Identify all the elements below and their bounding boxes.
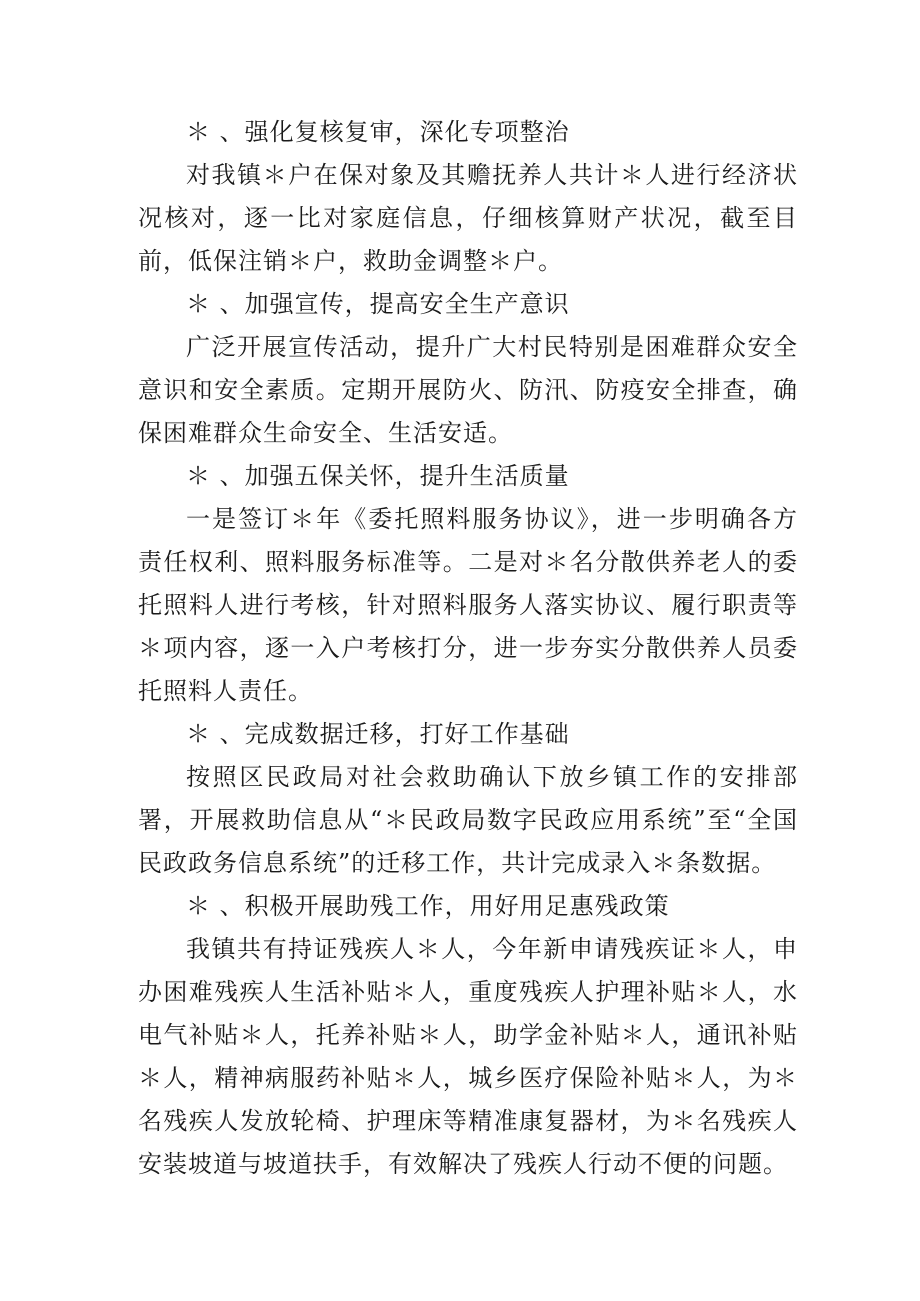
section-paragraph-3: 一是签订＊年《委托照料服务协议》，进一步明确各方责任权利、照料服务标准等。二是对＊名分散供养老人的委托照料人进行考核，针对照料服务人落实协议、履行职责等＊项内容，逐一入户考核打分，进一步夯实分散供养人员委托照料人责任。 bbox=[138, 505, 798, 705]
section-paragraph-5: 我镇共有持证残疾人＊人，今年新申请残疾证＊人，申办困难残疾人生活补贴＊人，重度残疾人护理补贴＊人，水电气补贴＊人，托养补贴＊人，助学金补贴＊人，通讯补贴＊人，精神病服药补贴＊人，城乡医疗保险补贴＊人，为＊名残疾人发放轮椅、护理床等精准康复器材，为＊名残疾人安装坡道与坡道扶手，有效解决了残疾人行动不便的问题。 bbox=[138, 935, 798, 1178]
section-heading-4: ＊ 、完成数据迁移，打好工作基础 bbox=[186, 720, 570, 748]
section-heading-2: ＊ 、加强宣传，提高安全生产意识 bbox=[186, 290, 570, 318]
section-paragraph-4: 按照区民政局对社会救助确认下放乡镇工作的安排部署，开展救助信息从“＊民政局数字民政应用系统”至“全国民政政务信息系统”的迁移工作，共计完成录入＊条数据。 bbox=[138, 763, 798, 877]
section-paragraph-1: 对我镇＊户在保对象及其赡抚养人共计＊人进行经济状况核对，逐一比对家庭信息，仔细核算财产状况，截至目前，低保注销＊户，救助金调整＊户。 bbox=[138, 161, 798, 275]
section-heading-5: ＊ 、积极开展助残工作，用好用足惠残政策 bbox=[186, 892, 670, 920]
section-heading-3: ＊ 、加强五保关怀，提升生活质量 bbox=[186, 462, 570, 490]
section-paragraph-2: 广泛开展宣传活动，提升广大村民特别是困难群众安全意识和安全素质。定期开展防火、防汛、防疫安全排查，确保困难群众生命安全、生活安适。 bbox=[138, 333, 798, 447]
document-body bbox=[138, 111, 798, 1186]
section-heading-1: ＊ 、强化复核复审，深化专项整治 bbox=[186, 118, 570, 146]
